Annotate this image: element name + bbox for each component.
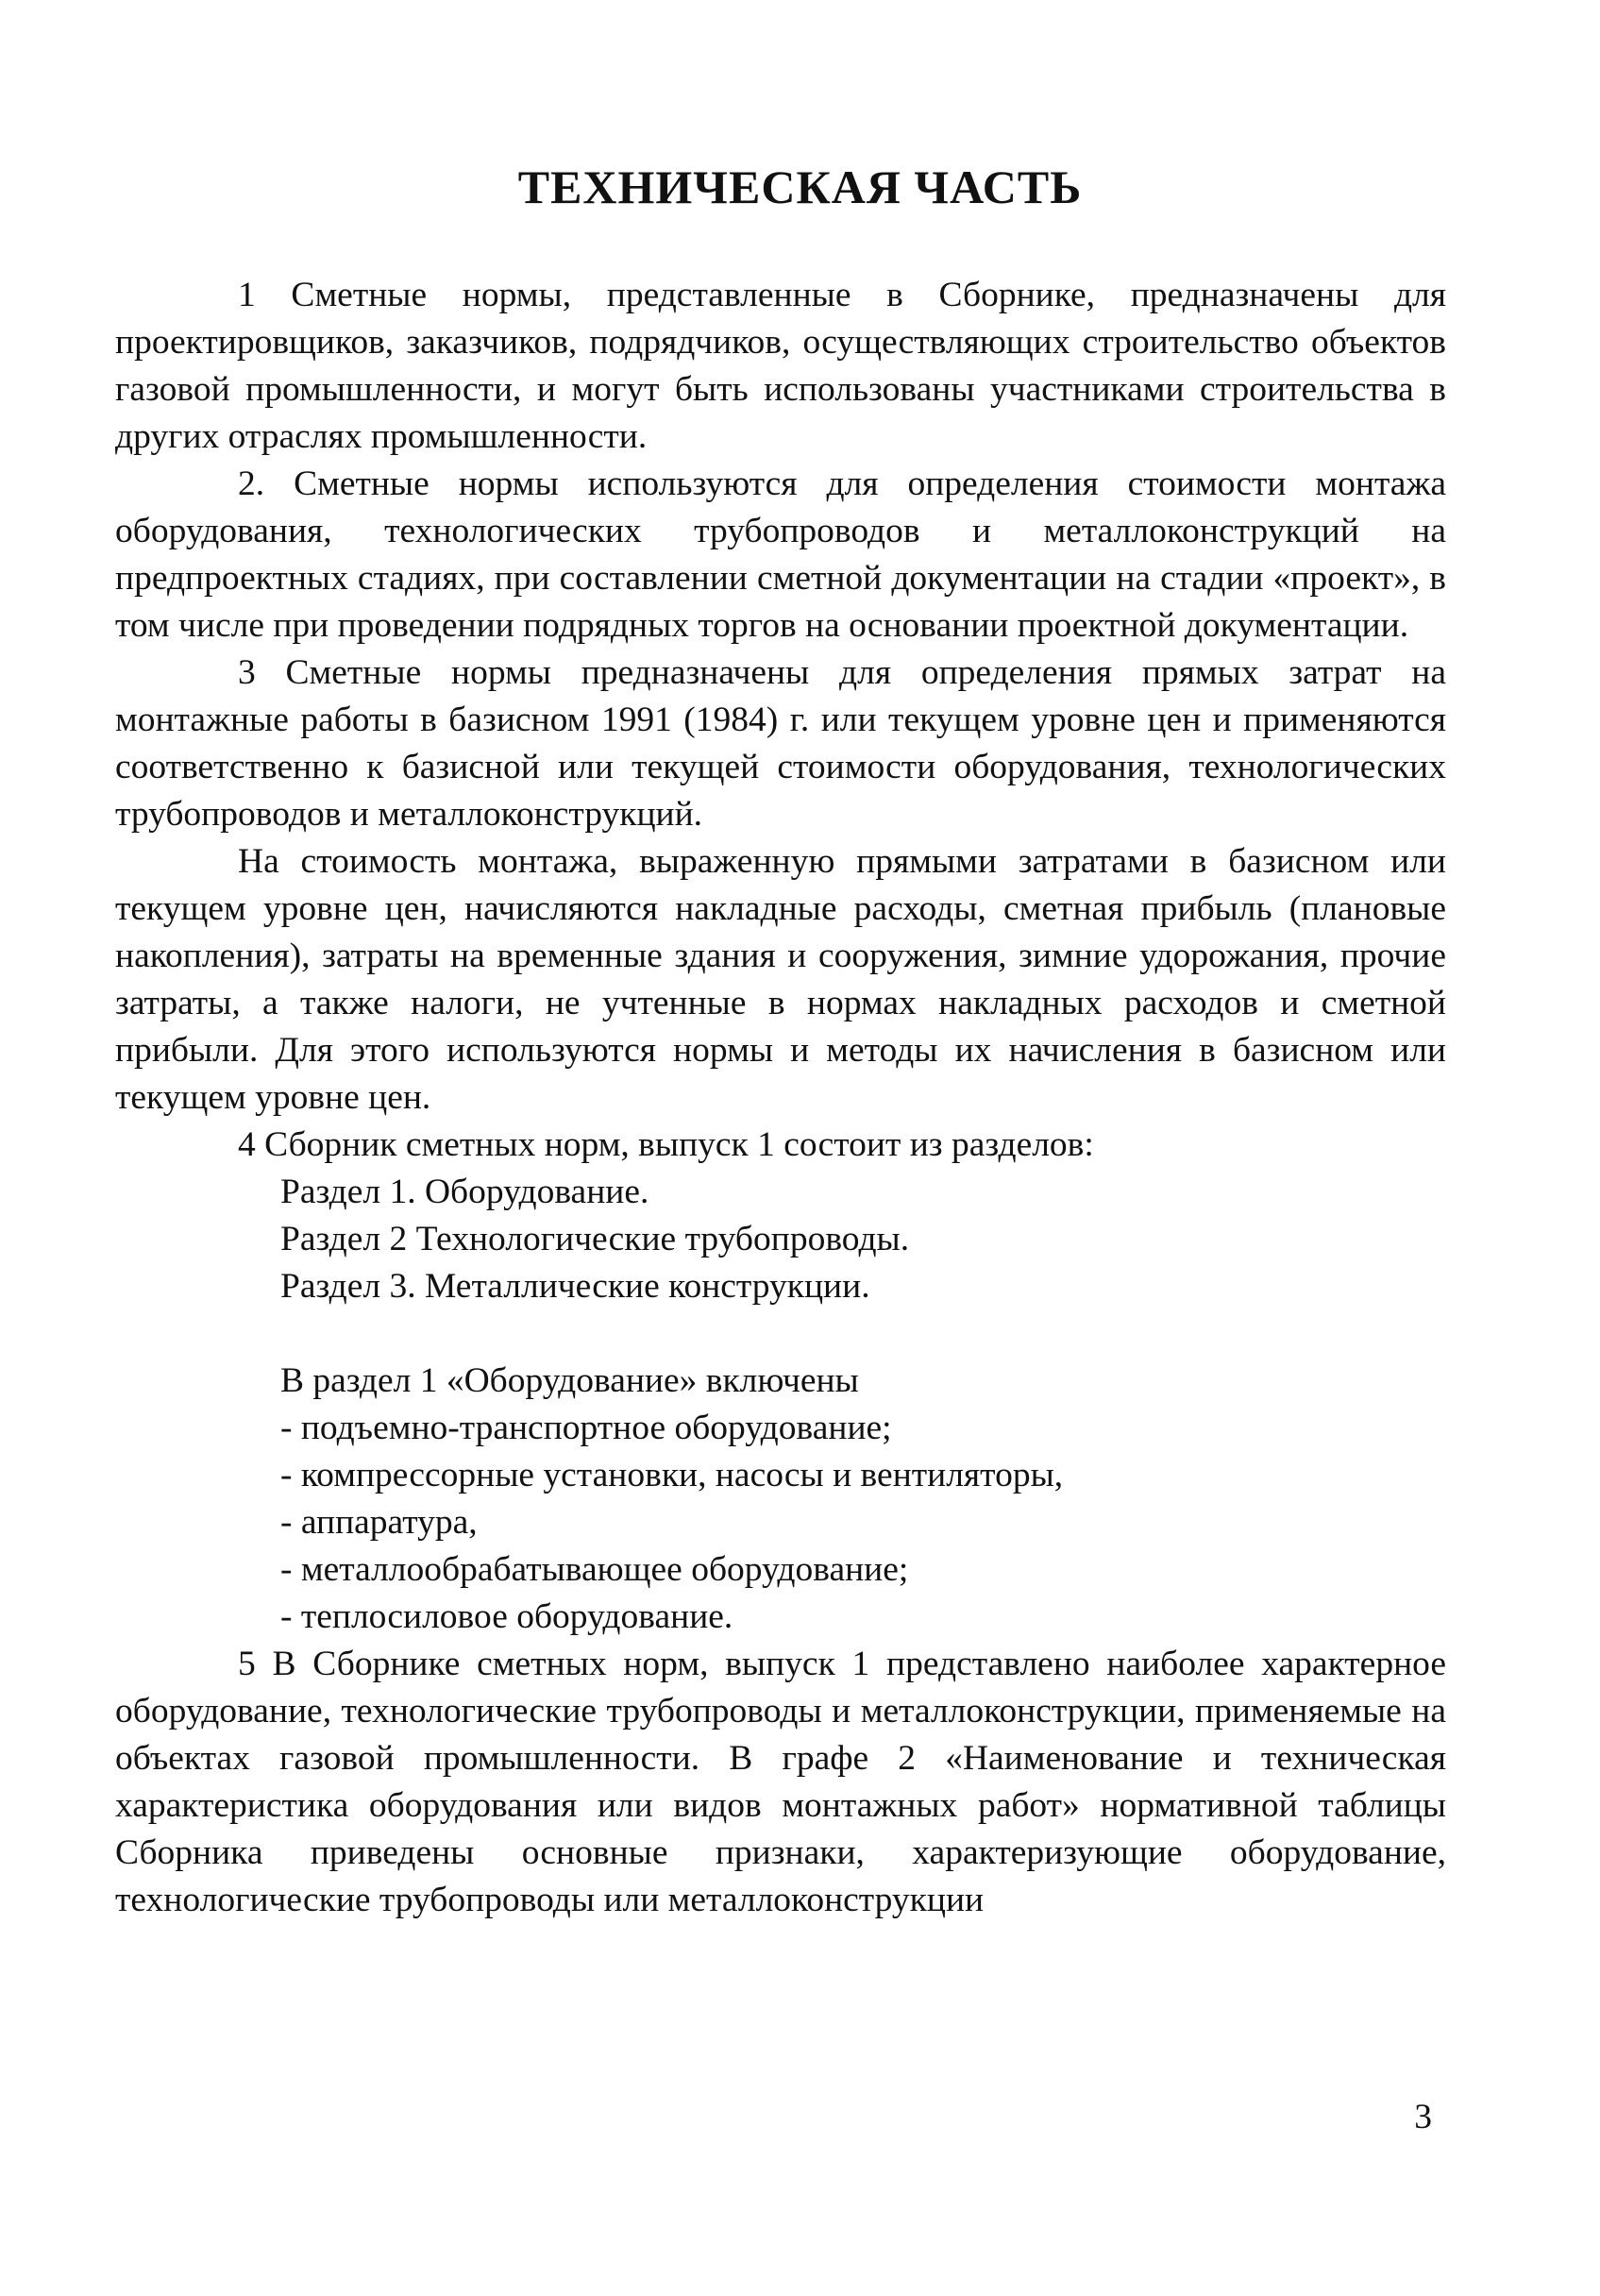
paragraph-2: 2. Сметные нормы используются для определения стоимости монтажа оборудования, технологических трубопроводов и металлоконструкций на предпроектных стадиях, при составлении сметной документации на стадии «проект», в том числе при проведении подрядных торгов на основании проектной документации. bbox=[115, 464, 1446, 645]
equipment-list-item: - компрессорные установки, насосы и вентиляторы, bbox=[280, 1456, 1064, 1494]
paragraph-3-continued: На стоимость монтажа, выраженную прямыми затратами в базисном или текущем уровне цен, начисляются накладные расходы, сметная прибыль (плановые накопления), затраты на временные здания и сооружения, зимние удорожания, прочие затраты, а также налоги, не учтенные в нормах накладных расходов и сметной прибыли. Для этого используются нормы и методы их начисления в базисном или текущем уровне цен. bbox=[115, 842, 1446, 1117]
section-1-intro: В раздел 1 «Оборудование» включены bbox=[280, 1361, 859, 1400]
equipment-list-item: - подъемно-транспортное оборудование; bbox=[280, 1409, 892, 1447]
paragraph-5: 5 В Сборнике сметных норм, выпуск 1 представлено наиболее характерное оборудование, технологические трубопроводы и металлоконструкции, применяемые на объектах газовой промышленности. В графе 2 «Наименование и техническая характеристика оборудования или видов монтажных работ» нормативной таблицы Сборника приведены основные признаки, характеризующие оборудование, технологические трубопроводы или металлоконструкции bbox=[115, 1645, 1446, 1919]
equipment-list-item: - аппаратура, bbox=[280, 1503, 478, 1542]
page-title: ТЕХНИЧЕСКАЯ ЧАСТЬ bbox=[517, 160, 1083, 213]
section-list-item: Раздел 3. Металлические конструкции. bbox=[280, 1267, 870, 1306]
paragraph-1: 1 Сметные нормы, представленные в Сборнике, предназначены для проектировщиков, заказчиков, подрядчиков, осуществляющих строительство объектов газовой промышленности, и могут быть использованы участниками строительства в других отраслях промышленности. bbox=[115, 276, 1446, 456]
blank-line bbox=[115, 1310, 1446, 1358]
section-list-item: Раздел 2 Технологические трубопроводы. bbox=[280, 1220, 910, 1258]
section-list-item: Раздел 1. Оборудование. bbox=[280, 1173, 649, 1211]
paragraph-4: 4 Сборник сметных норм, выпуск 1 состоит из разделов: bbox=[238, 1125, 1094, 1164]
body-text bbox=[115, 272, 1446, 1924]
page-number: 3 bbox=[1414, 2098, 1432, 2136]
equipment-list-item: - теплосиловое оборудование. bbox=[280, 1597, 733, 1636]
equipment-list-item: - металлообрабатывающее оборудование; bbox=[280, 1550, 909, 1589]
paragraph-3: 3 Сметные нормы предназначены для определения прямых затрат на монтажные работы в базисном 1991 (1984) г. или текущем уровне цен и применяются соответственно к базисной или текущей стоимости оборудования, технологических трубопроводов и металлоконструкций. bbox=[115, 653, 1446, 834]
